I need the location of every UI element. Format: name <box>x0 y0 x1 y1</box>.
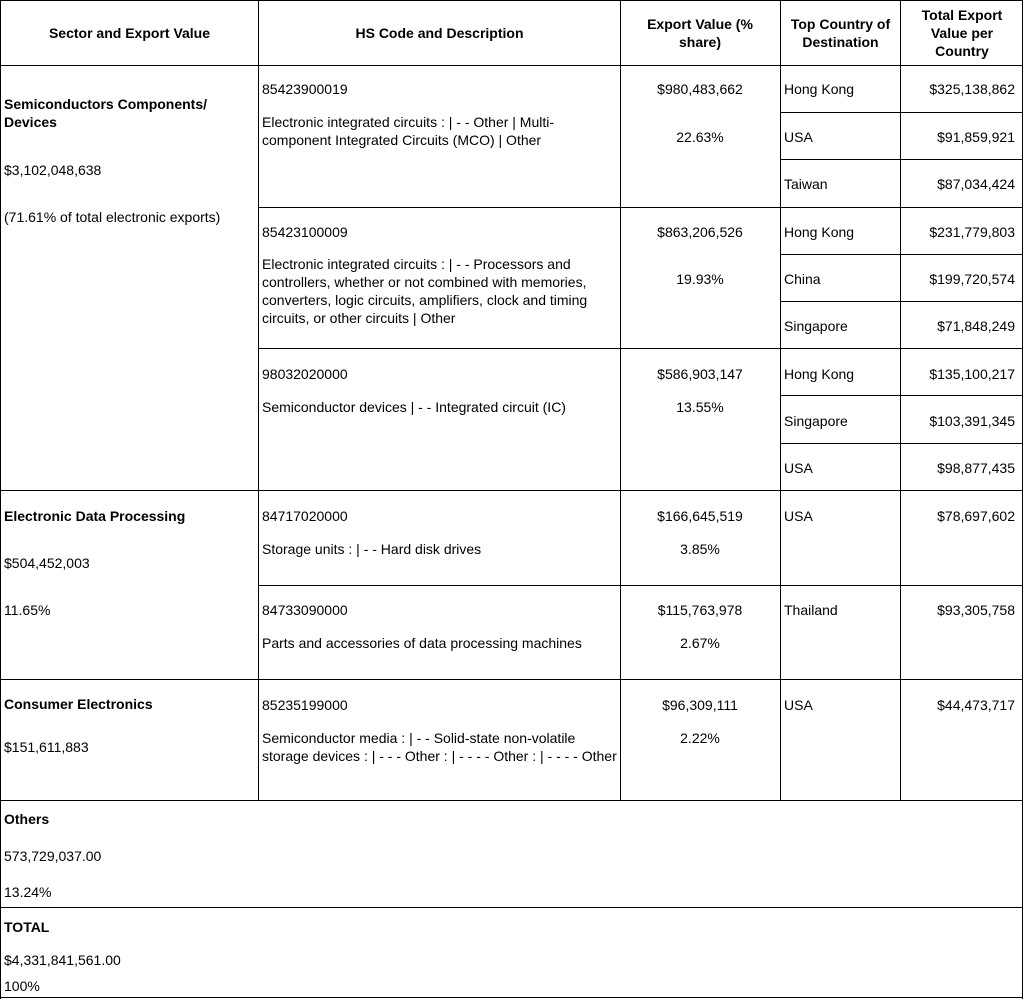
country-name: Thailand <box>784 602 838 618</box>
grid-line <box>258 0 259 801</box>
grid-line <box>0 800 1023 801</box>
country-value: $93,305,758 <box>937 602 1015 618</box>
grid-line <box>780 395 1023 396</box>
header-total-per-country: Total Export Value per Country <box>921 7 1003 59</box>
others-share: 13.24% <box>4 884 52 900</box>
grid-line <box>620 0 621 801</box>
export-share: 22.63% <box>676 129 724 145</box>
grid-line <box>258 585 1023 586</box>
total-share: 100% <box>4 978 40 994</box>
export-share: 13.55% <box>676 399 724 415</box>
export-value: $166,645,519 <box>657 508 743 524</box>
sector-share-edp: 11.65% <box>4 602 51 618</box>
header-hs-code: HS Code and Description <box>355 25 524 41</box>
grid-line <box>258 348 1023 349</box>
total-value: $4,331,841,561.00 <box>4 952 121 968</box>
sector-share-semiconductors: (71.61% of total electronic exports) <box>4 209 221 225</box>
country-name: USA <box>784 697 813 713</box>
export-share: 3.85% <box>680 541 720 557</box>
export-value: $863,206,526 <box>657 224 743 240</box>
export-value: $96,309,111 <box>662 697 738 713</box>
country-value: $87,034,424 <box>937 176 1015 192</box>
grid-line <box>780 301 1023 302</box>
grid-line <box>0 490 1023 491</box>
hs-description: Semiconductor media : | - - Solid-state non-volatile storage devices : | - - - Other : | - - - - Other : | - - - - Other <box>262 730 617 764</box>
grid-line <box>0 997 1023 998</box>
others-value: 573,729,037.00 <box>4 848 102 864</box>
country-value: $103,391,345 <box>929 413 1015 429</box>
country-value: $98,877,435 <box>937 460 1015 476</box>
country-value: $44,473,717 <box>937 697 1015 713</box>
country-name: Hong Kong <box>784 224 855 240</box>
country-value: $135,100,217 <box>929 366 1015 382</box>
hs-description: Storage units : | - - Hard disk drives <box>262 541 482 557</box>
hs-code: 85235199000 <box>262 697 348 713</box>
sector-title-consumer: Consumer Electronics <box>4 696 153 712</box>
sector-value-consumer: $151,611,883 <box>4 739 89 755</box>
country-value: $78,697,602 <box>937 508 1015 524</box>
grid-line <box>780 0 781 801</box>
header-export-value: Export Value (% share) <box>647 16 753 50</box>
hs-code: 98032020000 <box>262 366 348 382</box>
country-name: China <box>784 271 821 287</box>
export-value: $980,483,662 <box>657 81 743 97</box>
country-value: $325,138,862 <box>929 81 1015 97</box>
grid-line <box>0 0 1 999</box>
export-value: $586,903,147 <box>657 366 743 382</box>
sector-value-semiconductors: $3,102,048,638 <box>4 162 102 178</box>
grid-line <box>900 0 901 801</box>
total-title: TOTAL <box>4 919 50 935</box>
grid-line <box>0 0 1023 1</box>
country-name: USA <box>784 129 813 145</box>
hs-description: Parts and accessories of data processing machines <box>262 635 582 651</box>
hs-code: 85423100009 <box>262 224 348 240</box>
grid-line <box>0 679 1023 680</box>
grid-line <box>258 207 1023 208</box>
country-value: $71,848,249 <box>937 318 1015 334</box>
hs-code: 85423900019 <box>262 81 348 97</box>
export-share: 19.93% <box>676 271 724 287</box>
country-name: Taiwan <box>784 176 828 192</box>
others-title: Others <box>4 811 50 827</box>
country-name: Hong Kong <box>784 81 855 97</box>
country-name: Singapore <box>784 318 848 334</box>
hs-code: 84717020000 <box>262 508 348 524</box>
header-top-country: Top Country of Destination <box>790 16 891 50</box>
country-name: Singapore <box>784 413 848 429</box>
country-name: Hong Kong <box>784 366 855 382</box>
grid-line <box>1022 0 1023 999</box>
export-value: $115,763,978 <box>657 602 743 618</box>
export-share: 2.22% <box>680 730 720 746</box>
country-value: $199,720,574 <box>929 271 1015 287</box>
header-sector: Sector and Export Value <box>48 25 211 41</box>
country-name: USA <box>784 508 813 524</box>
sector-value-edp: $504,452,003 <box>4 555 90 571</box>
hs-description: Electronic integrated circuits : | - - Other | Multi-component Integrated Circuits (MCO) | Other <box>262 114 555 148</box>
grid-line <box>780 443 1023 444</box>
sector-title-semiconductors: Semiconductors Components/ Devices <box>4 96 208 130</box>
hs-description: Electronic integrated circuits : | - - Processors and controllers, whether or not combined with memories, converters, logic circuits, amplifiers, clock and timing circuits, or other circuits | Other <box>262 256 588 326</box>
country-value: $91,859,921 <box>937 129 1015 145</box>
sector-title-edp: Electronic Data Processing <box>4 508 186 524</box>
country-name: USA <box>784 460 813 476</box>
hs-code: 84733090000 <box>262 602 348 618</box>
country-value: $231,779,803 <box>929 224 1015 240</box>
export-share: 2.67% <box>680 635 720 651</box>
grid-line <box>0 907 1023 908</box>
grid-line <box>0 65 1023 66</box>
grid-line <box>780 112 1023 113</box>
grid-line <box>780 254 1023 255</box>
grid-line <box>780 159 1023 160</box>
hs-description: Semiconductor devices | - - Integrated circuit (IC) <box>262 399 566 415</box>
